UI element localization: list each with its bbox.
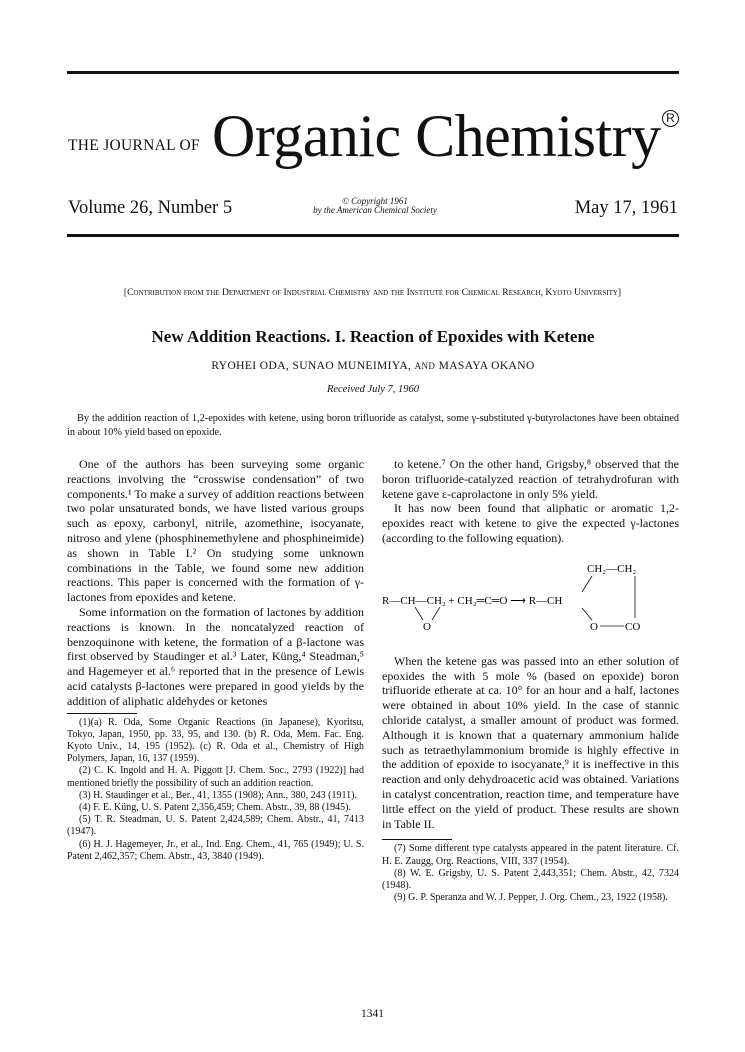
authors-first: RYOHEI ODA, SUNAO MUNEIMIYA, xyxy=(211,360,412,372)
received-date: Received July 7, 1960 xyxy=(326,384,420,395)
footnote: (6) H. J. Hagemeyer, Jr., et al., Ind. Eng. Chem., 41, 765 (1949); U. S. Patent 2,462,357; Chem. Abstr., 43, 3840 (1949). xyxy=(67,838,364,862)
footnotes-left xyxy=(67,717,364,863)
footnote: (2) C. K. Ingold and H. A. Piggott [J. Chem. Soc., 2793 (1922)] had mentioned briefly the possibility of such an addition reaction. xyxy=(67,765,364,789)
abstract: By the addition reaction of 1,2-epoxides with ketene, using boron trifluoride as catalyst, some γ-substituted γ-butyrolactones have been obtained in about 10% yield based on epoxide. xyxy=(67,413,679,438)
ring-bond-top-left xyxy=(582,576,592,592)
ring-carbonyl: CO xyxy=(625,620,641,633)
author-list xyxy=(67,360,679,372)
footnote: (4) F. E. Küng, U. S. Patent 2,356,459; Chem. Abstr., 39, 88 (1945). xyxy=(79,801,351,813)
paragraph: Some information on the formation of lactones by addition reactions is known. In the noncatalyzed reaction of benzoquinone with ketene, the formation of a β-lactone was first observed by Staudinger et al.³ Later, Küng,⁴ Steadman,⁵ and Hagemeyer et al.⁶ reported that in the presence of Lewis acid catalysts β-lactones were prepared in good yields by the addition of aliphatic aldehydes or ketones xyxy=(67,604,364,708)
top-rule xyxy=(67,71,679,74)
paragraph: One of the authors has been surveying some organic reactions involving the “crosswise condensation” of two components.¹ To make a survey of addition reactions between two polar unsaturated bonds, we have listed various groups such as epoxy, carbonyl, nitrile, azomethine, isocyanate, nitroso and ylene (phosphinemethylene and phosphineimide) as shown in Table I.² On studying some unknown combinations in the Table, we found some new addition reactions. This paper is concerned with the formation of γ-lactones from epoxides and ketene. xyxy=(67,457,364,605)
paragraph: When the ketene gas was passed into an ether solution of epoxides the with 5 mole % (based on epoxide) boron trifluoride etherate at ca. 10° for an hour and a half, lactones were obtained in about 10% yield. In the case of stannic chloride catalyst, a smaller amount of product was formed. Although it is known that a quaternary ammonium halide such as tetraethylammonium bromide is highly effective in the addition of epoxide to isocyanate,⁹ it is ineffective in this reaction and only dehydroacetic acid was obtained. Variations in catalyst concentration, reaction time, and temperature have little effect on the yield of product. These results are shown in Table II. xyxy=(382,653,680,831)
ring-bond-bottom-left xyxy=(582,608,592,620)
copyright-notice xyxy=(290,197,460,215)
contribution-line: [Contribution from the Department of Industrial Chemistry and the Institute for Chemical Research, Kyoto University] xyxy=(123,287,622,298)
paragraph: to ketene.⁷ On the other hand, Grigsby,⁸ observed that the boron trifluoride-catalyzed reaction of tetrahydrofuran with ketene gave ε-caprolactone in only 5% yield. xyxy=(382,457,679,501)
page-number: 1341 xyxy=(361,1008,384,1020)
footnote: (1)(a) R. Oda, Some Organic Reactions (in Japanese), Kyoritsu, Tokyo, Japan, 1950, pp. 33, 95, and 130. (b) R. Oda, Mem. Fac. Eng. Kyoto Univ., 14, 195 (1952). (c) R. Oda et al., Chemistry of High Polymers, Japan, 16, 137 (1959). xyxy=(67,716,364,765)
ring-oxygen: O xyxy=(590,620,598,633)
volume-number: Volume 26, Number 5 xyxy=(68,198,233,218)
article-title: New Addition Reactions. I. Reaction of Epoxides with Ketene xyxy=(151,327,595,346)
footnote: (7) Some different type catalysts appeared in the patent literature. Cf. H. E. Zaugg, Org. Reactions, VIII, 337 (1954). xyxy=(382,843,679,867)
footnote-divider xyxy=(67,713,137,714)
footnote: (5) T. R. Steadman, U. S. Patent 2,424,589; Chem. Abstr., 41, 7413 (1947). xyxy=(67,814,364,838)
epoxide-bond-left xyxy=(415,607,423,620)
equation-lhs: R—CH—CH₂ + CH₂═C═O ⟶ R—CH xyxy=(382,594,563,607)
footnote-divider xyxy=(382,839,452,840)
authors-last: MASAYA OKANO xyxy=(438,360,535,372)
registered-mark-icon: R xyxy=(662,110,679,127)
copyright-line-1: © Copyright 1961 xyxy=(342,196,408,206)
left-column xyxy=(67,457,364,863)
copyright-line-2: by the American Chemical Society xyxy=(313,205,437,215)
ring-top-label: CH₂—CH₂ xyxy=(587,562,637,575)
paragraph: It has now been found that aliphatic or aromatic 1,2-epoxides react with ketene to give the expected γ-lactones (according to the following equation). xyxy=(382,501,679,545)
authors-and: AND xyxy=(414,361,436,371)
issue-date: May 17, 1961 xyxy=(574,198,678,218)
equation-diagram xyxy=(382,552,679,636)
footnote: (9) G. P. Speranza and W. J. Pepper, J. Org. Chem., 23, 1922 (1958). xyxy=(394,892,668,904)
journal-title: Organic Chemistry xyxy=(212,103,661,169)
right-column xyxy=(382,457,679,904)
reaction-equation xyxy=(382,552,679,636)
footnote: (3) H. Staudinger et al., Ber., 41, 1355 (1908); Ann., 380, 243 (1911). xyxy=(79,789,357,801)
journal-prefix: THE JOURNAL OF xyxy=(68,137,200,154)
epoxide-oxygen: O xyxy=(423,620,431,633)
masthead-bottom-rule xyxy=(67,234,679,237)
epoxide-bond-right xyxy=(432,607,440,620)
footnotes-right xyxy=(382,843,679,904)
footnote: (8) W. E. Grigsby, U. S. Patent 2,443,351; Chem. Abstr., 42, 7324 (1948). xyxy=(382,867,679,891)
